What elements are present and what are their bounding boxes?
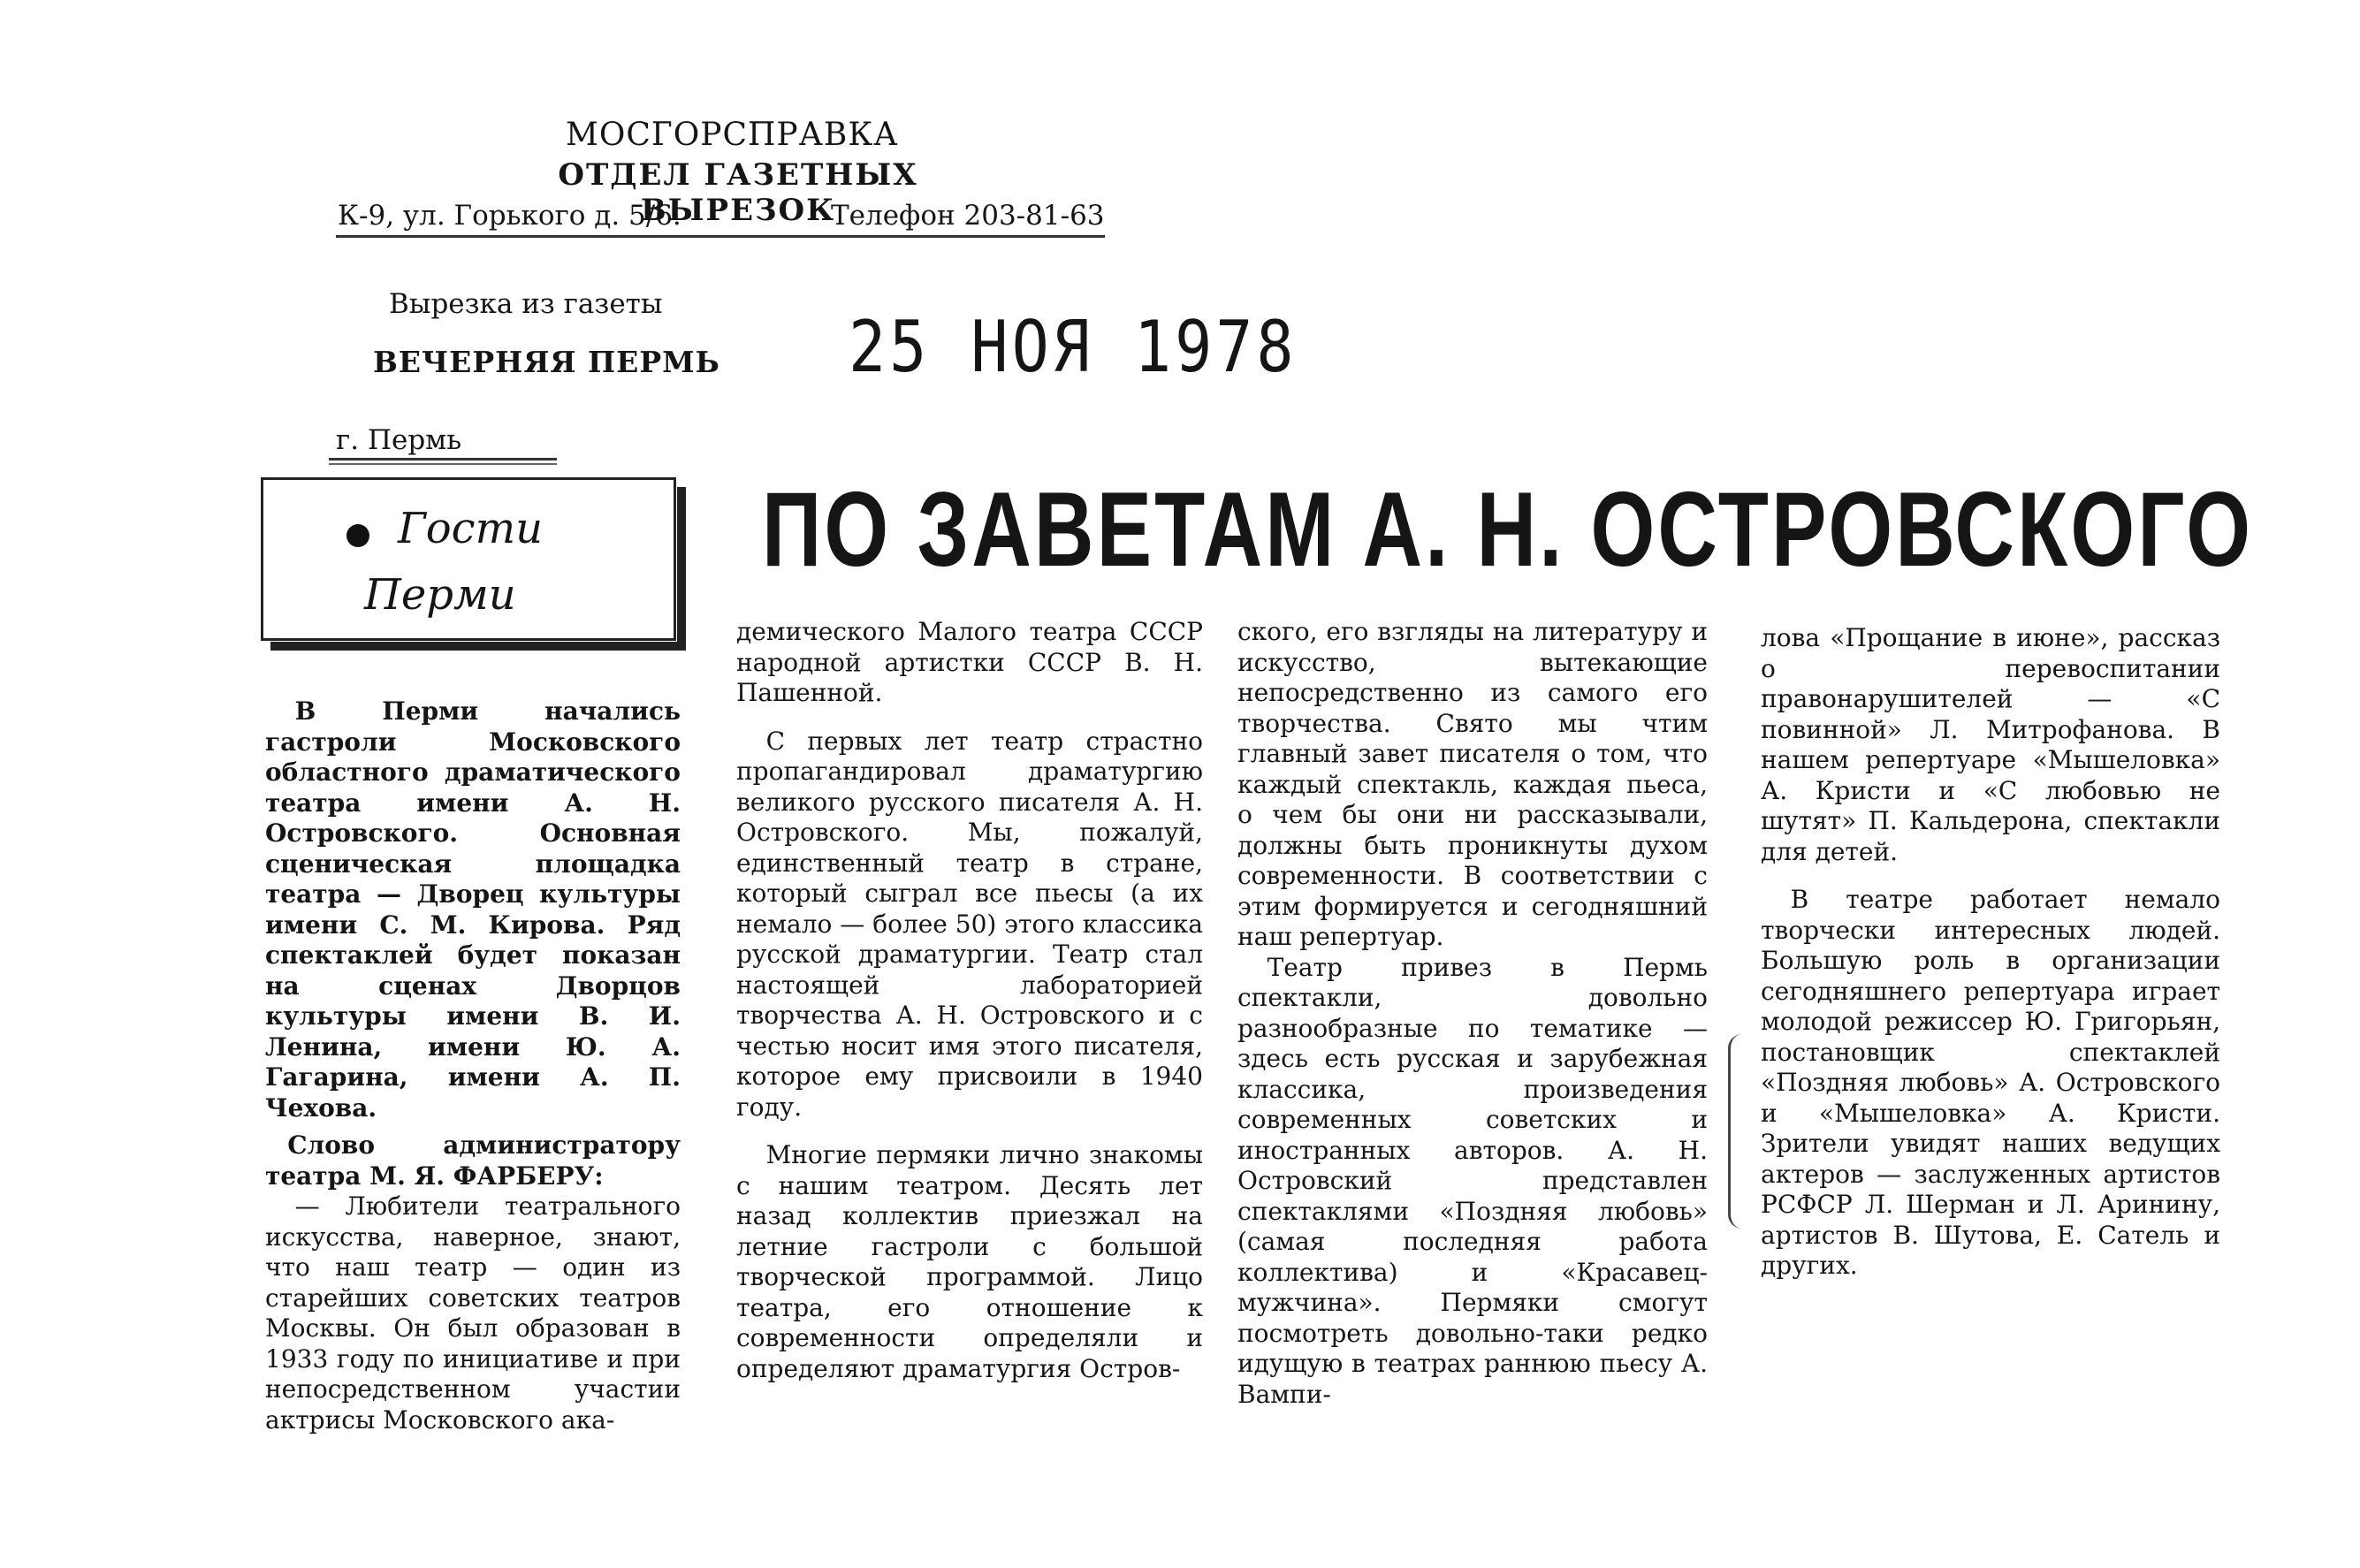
paragraph: демического Малого театра СССР народной артистки СССР В. Н. Пашенной. [736, 617, 1203, 707]
paragraph: С первых лет театр страстно пропагандировал драматургию великого русского писателя А. Н. Островского. Мы, пожалуй, единственный театр в стране, который сыграл все пьесы (а их немало — более 50) этого классика русской драматургии. Театр стал настоящей лабораторией творчества А. Н. Островского и с честью носит имя этого писателя, которое ему присвоили в 1940 году. [736, 726, 1203, 1122]
newspaper-name: ВЕЧЕРНЯЯ ПЕРМЬ [373, 345, 720, 379]
city-underline-2 [329, 463, 557, 465]
paragraph: Многие пермяки лично знакомы с нашим театром. Десять лет назад коллектив приезжал на летние гастроли с большой творческой программой. Лицо театра, его отношение к современности определяли и определяют драматургия Остров- [736, 1140, 1203, 1383]
speaker-intro: Слово администратору театра М. Я. ФАРБЕРУ: [265, 1130, 681, 1191]
article-column-2 [736, 617, 1203, 1384]
quote-paragraph: — Любители театрального искусства, наверное, знают, что наш театр — один из старейших советских театров Москвы. Он был образован в 1933 году по инициативе и при непосредственном участии актрисы Московского ака- [265, 1191, 681, 1435]
article-column-1 [265, 696, 681, 1435]
margin-bracket [1728, 1034, 1750, 1229]
rubric-line-2: Перми [364, 570, 516, 620]
stamp-organization: МОСГОРСПРАВКА [566, 117, 899, 153]
paragraph: В театре работает немало творчески интересных людей. Большую роль в организации сегодняшнего репертуара играет молодой режиссер Ю. Григорьян, постановщик спектаклей «Поздняя любовь» А. Островского и «Мышеловка» А. Кристи. Зрители увидят наших ведущих актеров — заслуженных артистов РСФСР Л. Шерман и Л. Аринину, артистов В. Шутова, Е. Сатель и других. [1761, 885, 2220, 1280]
article-headline: ПО ЗАВЕТАМ А. Н. ОСТРОВСКОГО [762, 470, 2254, 589]
city-label: г. Пермь [336, 424, 462, 456]
bullet-icon [346, 524, 369, 547]
paragraph: Театр привез в Пермь спектакли, довольно разнообразные по тематике — здесь есть русская и зарубежная классика, произведения современных советских и иностранных авторов. А. Н. Островский представлен спектаклями «Поздняя любовь» (самая последняя работа коллектива) и «Красавец-мужчина». Пермяки смогут посмотреть довольно-таки редко идущую в театрах раннюю пьесу А. Вампи- [1237, 952, 1708, 1409]
stamp-phone: Телефон 203-81-63 [831, 200, 1105, 232]
city-underline [329, 458, 557, 461]
paragraph: лова «Прощание в июне», рассказ о перевоспитании правонарушителей — «С повинной» Л. Митрофанова. В нашем репертуаре «Мышеловка» А. Кристи и «С любовью не шутят» П. Кальдерона, спектакли для детей. [1761, 623, 2220, 866]
stamp-address: К-9, ул. Горького д. 5/6. [338, 200, 681, 232]
rubric-line-1: Гости [398, 504, 543, 553]
article-column-3 [1237, 617, 1708, 1410]
stamp-divider [336, 235, 1105, 238]
clip-source-label: Вырезка из газеты [389, 288, 663, 320]
clip-date-stamp: 25 НОЯ 1978 [849, 305, 1298, 389]
article-column-4 [1761, 623, 2220, 1282]
paragraph: ского, его взгляды на литературу и искусство, вытекающие непосредственно из самого его творчества. Свято мы чтим главный завет писателя о том, что каждый спектакль, каждая пьеса, о чем бы они ни рассказывали, должны быть проникнуты духом современности. В соответствии с этим формируется и сегодняшний наш репертуар. [1237, 617, 1708, 951]
stamp-department: ОТДЕЛ ГАЗЕТНЫХ ВЫРЕЗОК [558, 157, 918, 228]
lead-paragraph: В Перми начались гастроли Московского областного драматического театра имени А. Н. Островского. Основная сценическая площадка театра — Дворец культуры имени С. М. Кирова. Ряд спектаклей будет показан на сценах Дворцов культуры имени В. И. Ленина, имени Ю. А. Гагарина, имени А. П. Чехова. [265, 696, 681, 1123]
